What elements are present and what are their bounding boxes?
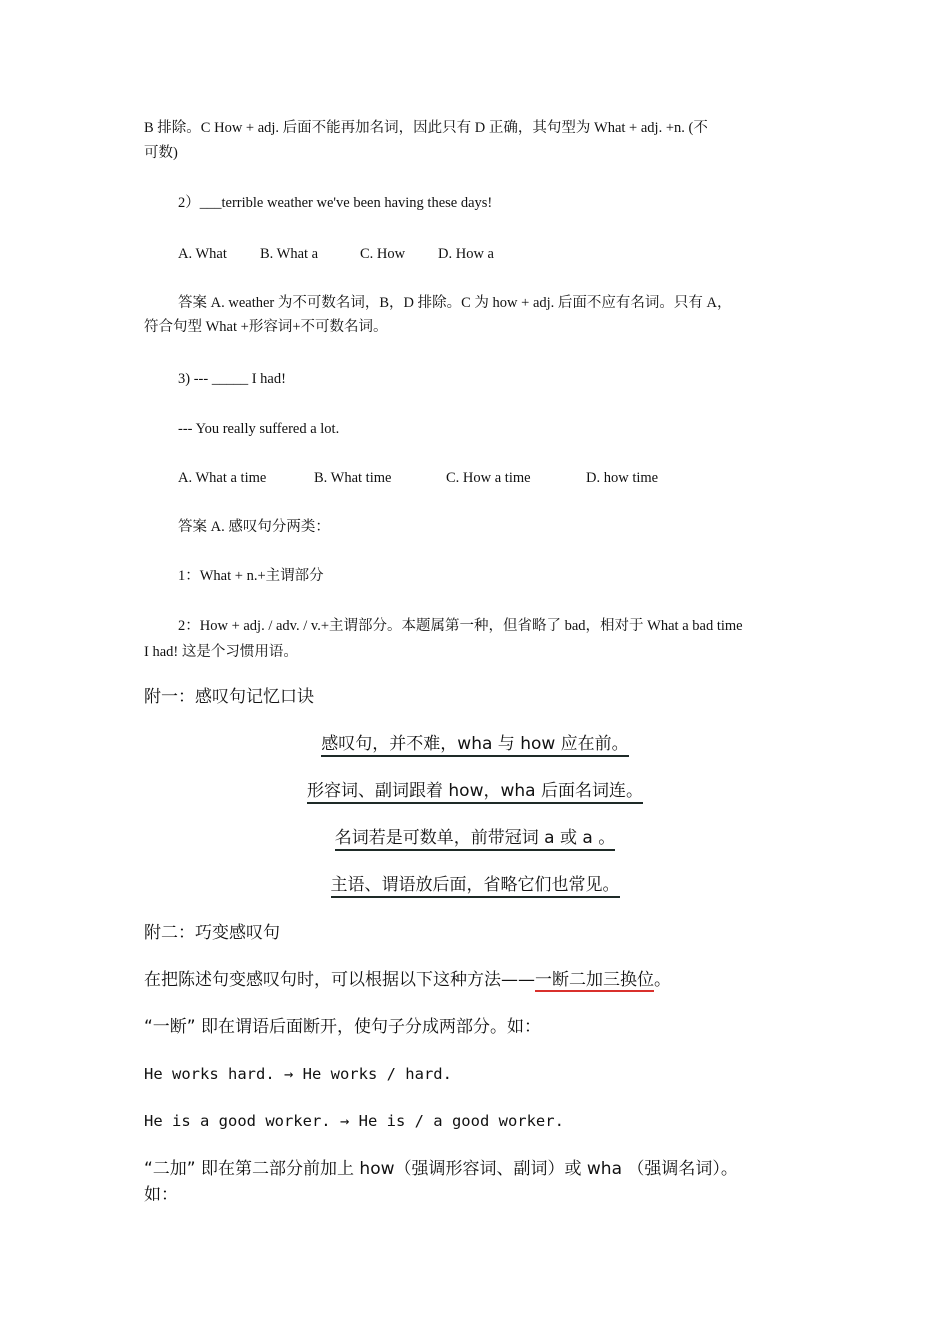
option-d: D. How a [438,246,494,262]
option-c: C. How a time [446,470,531,486]
appendix-2-intro [144,967,671,993]
option-b: B. What time [314,470,392,486]
step-1: “一断” 即在谓语后面断开，使句子分成两部分。如： [144,1017,542,1037]
verse-text: 主语、谓语放后面，省略它们也常见。 [331,874,620,898]
method-highlight: 一断二加三换位 [535,970,654,990]
verse-line-2 [0,778,950,804]
question-2-answer-cont: 符合句型 What +形容词+不可数名词。 [144,319,388,335]
option-a: A. What a time [178,470,267,486]
question-2-answer: 答案 A. weather 为不可数名词，B，D 排除。C 为 how + adj. 后面不应有名词。只有 A， [178,295,732,311]
question-3-answer: 答案 A. 感叹句分两类： [178,519,330,535]
verse-text: 名词若是可数单，前带冠词 a 或 a 。 [335,827,615,851]
appendix-2-title: 附二：巧变感叹句 [144,923,280,943]
text-line: B 排除。C How + adj. 后面不能再加名词，因此只有 D 正确，其句型为 What + adj. +n. (不 [144,120,708,136]
question-3-response: --- You really suffered a lot. [178,421,340,437]
example-2: He is a good worker. → He is / a good worker. [144,1112,564,1130]
verse-line-3 [0,825,950,851]
example-1: He works hard. → He works / hard. [144,1065,452,1083]
text-line: 可数) [144,145,178,161]
option-b: B. What a [260,246,319,262]
verse-line-4 [0,872,950,898]
intro-text: 在把陈述句变感叹句时，可以根据以下这种方法—— [144,970,535,990]
question-3-stem: 3) --- _____ I had! [178,371,286,387]
exclamation-type-2-cont: I had! 这是个习惯用语。 [144,644,298,660]
question-2-stem: 2）___terrible weather we've been having these days! [178,195,493,211]
verse-text: 形容词、副词跟着 how，wha 后面名词连。 [307,780,643,804]
exclamation-type-2: 2：How + adj. / adv. / v.+主谓部分。本题属第一种，但省略了 bad，相对于 What a bad time [178,618,743,634]
exclamation-type-1: 1：What + n.+主谓部分 [178,568,324,584]
option-a: A. What [178,246,227,262]
step-2-cont: 如： [144,1185,178,1205]
verse-line-1 [0,731,950,757]
verse-text: 感叹句，并不难，wha 与 how 应在前。 [321,733,628,757]
appendix-1-title: 附一：感叹句记忆口诀 [144,687,314,707]
intro-end: 。 [654,970,671,990]
option-d: D. how time [586,470,659,486]
option-c: C. How [360,246,406,262]
step-2: “二加” 即在第二部分前加上 how（强调形容词、副词）或 wha （强调名词）。 [144,1159,738,1179]
